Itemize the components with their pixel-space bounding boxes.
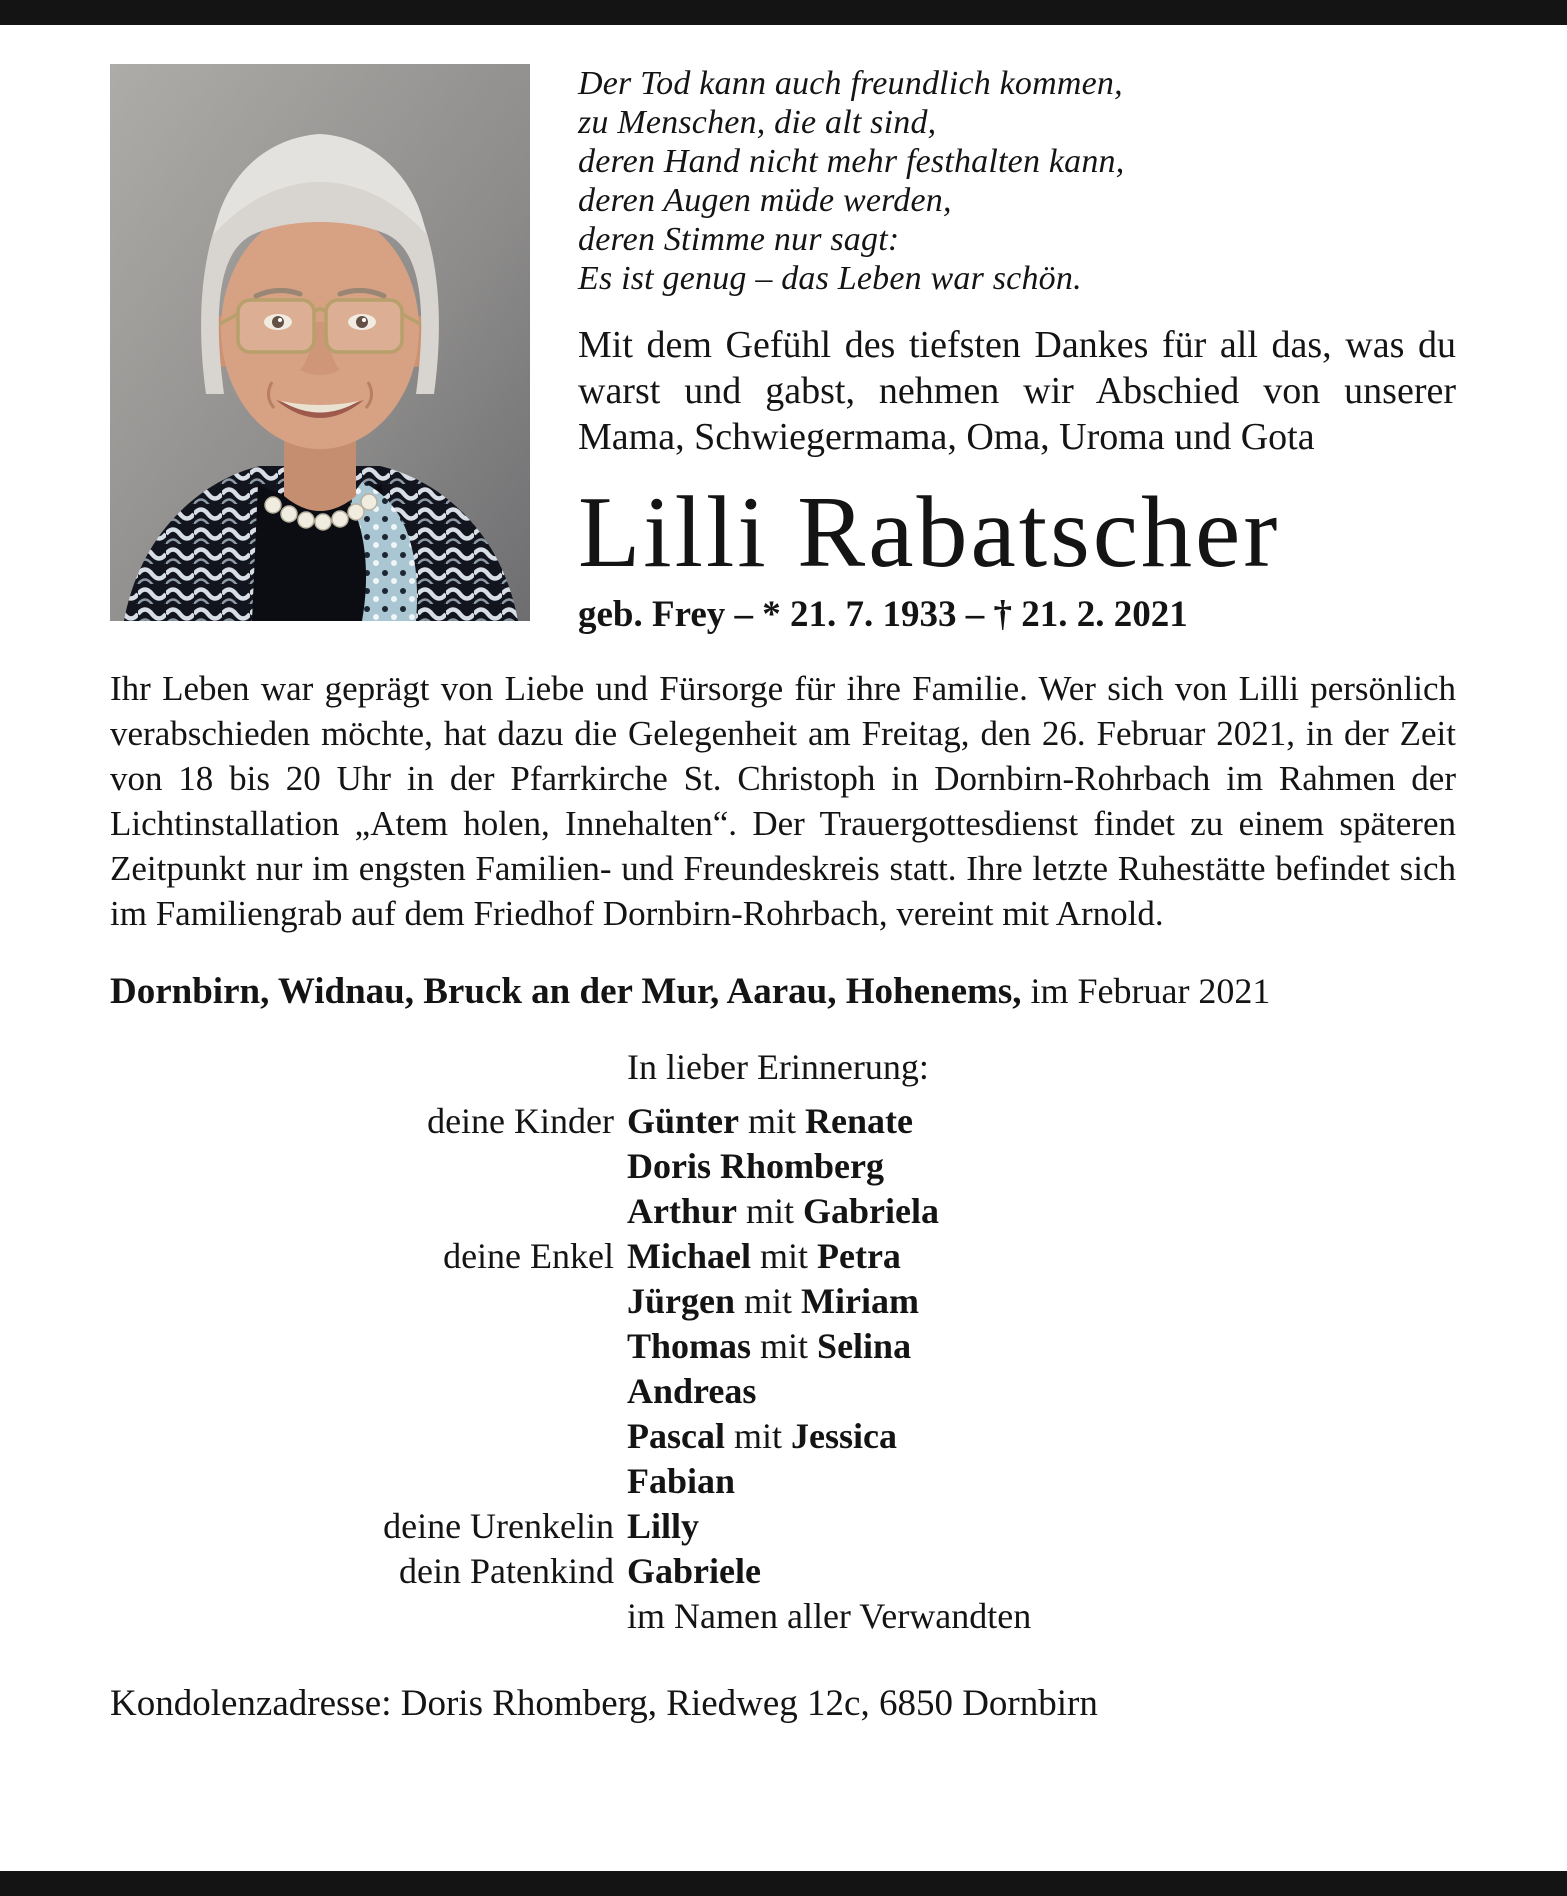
family-row xyxy=(110,1234,1456,1279)
family-row xyxy=(110,1594,1456,1639)
family-row xyxy=(110,1144,1456,1189)
remembrance-section xyxy=(110,1045,1456,1639)
family-names: Gabriele xyxy=(627,1551,761,1591)
cities-names: Dornbirn, Widnau, Bruck an der Mur, Aarau, Hohenems, xyxy=(110,971,1022,1012)
family-names: Günter mit Renate xyxy=(627,1101,913,1141)
poem-line: deren Hand nicht mehr festhalten kann, xyxy=(578,143,1125,180)
family-row xyxy=(110,1504,1456,1549)
farewell-intro-text: Mit dem Gefühl des tiefsten Dankes für all das, was du warst und gabst, nehmen wir Abschied von unserer Mama, Schwiegermama, Oma, Uroma und Gota xyxy=(578,324,1456,458)
birth-death-dates: geb. Frey – * 21. 7. 1933 – † 21. 2. 2021 xyxy=(578,594,1188,635)
deceased-name: Lilli Rabatscher xyxy=(578,476,1281,589)
family-relation-label: dein Patenkind xyxy=(399,1551,614,1591)
family-relation-label xyxy=(110,1324,627,1369)
family-relation-label: deine Kinder xyxy=(427,1101,614,1141)
family-names: Fabian xyxy=(627,1461,736,1501)
header-row xyxy=(110,64,1456,636)
family-relation-label xyxy=(110,1144,627,1189)
family-names: Andreas xyxy=(627,1371,757,1411)
remembrance-title: In lieber Erinnerung: xyxy=(627,1047,929,1087)
family-relation-label xyxy=(110,1369,627,1414)
top-border-bar xyxy=(0,0,1567,25)
announcement-text: Ihr Leben war geprägt von Liebe und Fürsorge für ihre Familie. Wer sich von Lilli persönlich verabschieden möchte, hat dazu die Gelegenheit am Freitag, den 26. Februar 2021, in der Zeit von 18 bis 20 Uhr in der Pfarrkirche St. Christoph in Dornbirn-Rohrbach im Rahmen der Lichtinstallation „Atem holen, Innehalten“. Der Trauergottesdienst findet zu einem späteren Zeitpunkt nur im engsten Familien- und Freundeskreis statt. Ihre letzte Ruhestätte befindet sich im Familiengrab auf dem Friedhof Dornbirn-Rohrbach, vereint mit Arnold. xyxy=(110,669,1456,933)
family-row xyxy=(110,1324,1456,1369)
family-names: Jürgen mit Miriam xyxy=(627,1281,919,1321)
family-row xyxy=(110,1189,1456,1234)
family-relation-label xyxy=(110,1189,627,1234)
family-list xyxy=(110,1099,1456,1639)
family-relation-label xyxy=(110,1279,627,1324)
poem-line: zu Menschen, die alt sind, xyxy=(578,104,937,141)
cities-line xyxy=(110,968,1456,1015)
family-relation-label: deine Enkel xyxy=(443,1236,614,1276)
family-row xyxy=(110,1099,1456,1144)
family-names: Lilly xyxy=(627,1506,700,1546)
family-row xyxy=(110,1369,1456,1414)
poem-line: deren Augen müde werden, xyxy=(578,182,952,219)
family-names: Thomas mit Selina xyxy=(627,1326,912,1366)
header-right-column xyxy=(578,64,1456,636)
memorial-poem xyxy=(578,64,1456,298)
family-row xyxy=(110,1549,1456,1594)
family-row xyxy=(110,1279,1456,1324)
family-names: Arthur mit Gabriela xyxy=(627,1191,939,1231)
poem-line: Es ist genug – das Leben war schön. xyxy=(578,260,1082,297)
family-relation-label xyxy=(110,1459,627,1504)
family-relation-label xyxy=(110,1594,627,1639)
family-row xyxy=(110,1459,1456,1504)
family-relation-label xyxy=(110,1414,627,1459)
portrait-illustration xyxy=(110,64,530,621)
poem-line: deren Stimme nur sagt: xyxy=(578,221,900,258)
portrait-photo xyxy=(110,64,530,621)
poem-line: Der Tod kann auch freundlich kommen, xyxy=(578,65,1123,102)
condolence-address: Kondolenzadresse: Doris Rhomberg, Riedweg 12c, 6850 Dornbirn xyxy=(110,1683,1098,1724)
cities-date: im Februar 2021 xyxy=(1021,971,1271,1011)
family-names: im Namen aller Verwandten xyxy=(627,1596,1032,1636)
family-names: Michael mit Petra xyxy=(627,1236,901,1276)
family-relation-label: deine Urenkelin xyxy=(383,1506,614,1546)
family-names: Pascal mit Jessica xyxy=(627,1416,897,1456)
family-row xyxy=(110,1414,1456,1459)
family-names: Doris Rhomberg xyxy=(627,1146,884,1186)
obituary-content xyxy=(110,25,1456,1727)
bottom-border-bar xyxy=(0,1871,1567,1896)
